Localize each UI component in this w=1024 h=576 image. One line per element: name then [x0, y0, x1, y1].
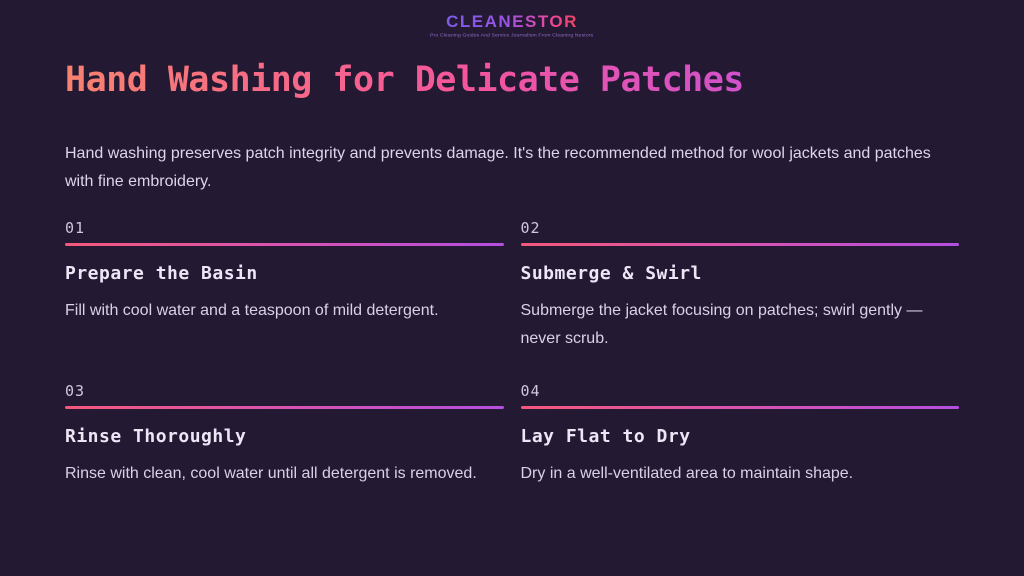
step-number: 03: [65, 382, 86, 401]
brand-tagline: Pro Cleaning Guides And Service Journalism From Cleaning Nestors: [430, 32, 594, 39]
step-card-4: [521, 382, 960, 487]
step-description: Dry in a well-ventilated area to maintain shape.: [520, 464, 854, 482]
content: [0, 60, 1024, 487]
step-divider: [65, 406, 504, 409]
step-description: Submerge the jacket focusing on patches; swirl gently — never scrub.: [520, 302, 923, 347]
step-divider: [521, 406, 960, 409]
intro-text: Hand washing preserves patch integrity and prevents damage. It's the recommended method for wool jackets and patches with fine embroidery.: [65, 145, 931, 190]
step-number: 04: [520, 382, 541, 401]
page-title: Hand Washing for Delicate Patches: [65, 60, 959, 100]
step-number: 01: [65, 219, 86, 238]
brand-logo: CLEANESTOR: [446, 12, 578, 31]
step-number: 02: [520, 219, 541, 238]
step-divider: [521, 243, 960, 246]
step-title: Submerge & Swirl: [520, 263, 702, 285]
step-divider: [65, 243, 504, 246]
step-card-3: [65, 382, 504, 487]
step-title: Rinse Thoroughly: [65, 426, 247, 448]
step-title: Lay Flat to Dry: [520, 426, 691, 448]
steps-grid: [65, 219, 959, 487]
step-card-2: [521, 219, 960, 352]
step-card-1: [65, 219, 504, 352]
step-description: Fill with cool water and a teaspoon of mild detergent.: [65, 302, 439, 320]
step-title: Prepare the Basin: [65, 263, 258, 285]
header: [0, 0, 1024, 42]
step-description: Rinse with clean, cool water until all detergent is removed.: [65, 464, 477, 482]
